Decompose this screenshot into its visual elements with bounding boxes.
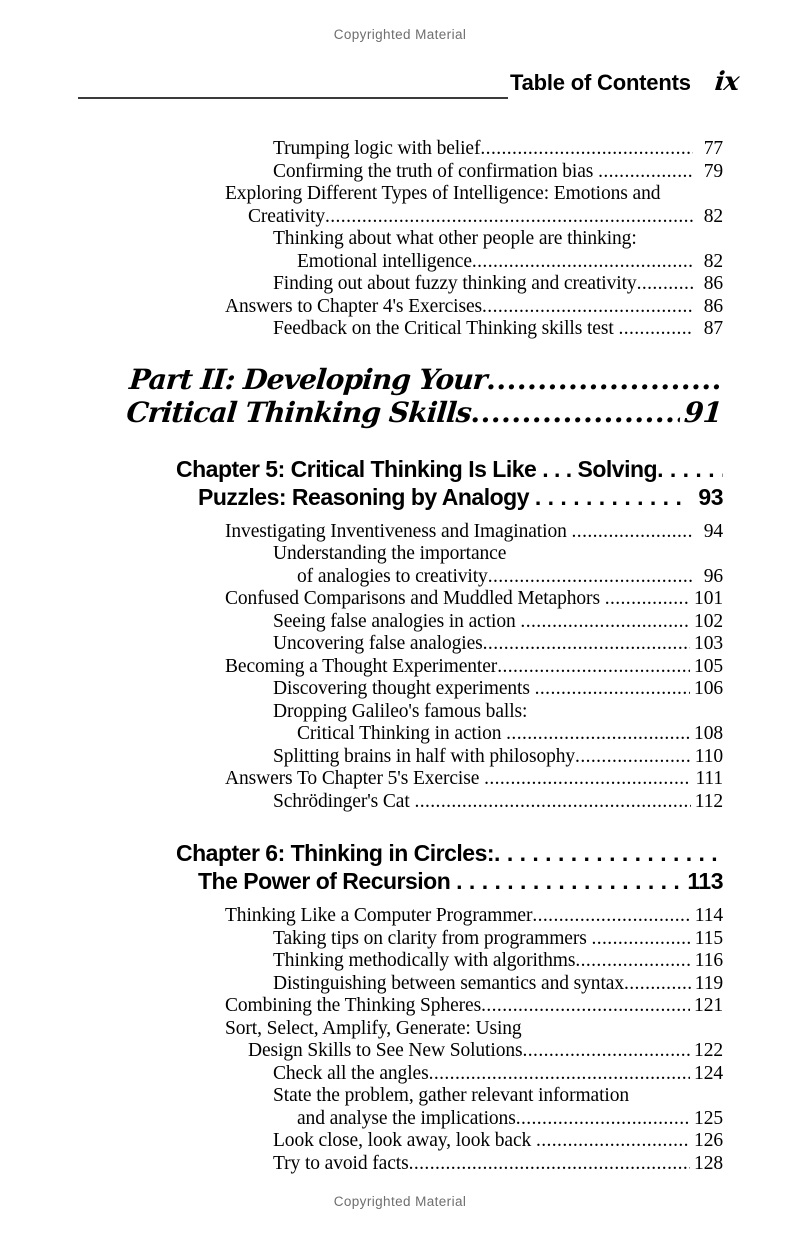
toc-entry-page: 128 [694,1152,723,1174]
leader-dots [618,318,693,341]
toc-entry-page: 96 [703,565,723,587]
table-of-contents [78,138,723,1175]
leader-dots [456,867,687,895]
toc-entry[interactable] [78,138,723,161]
leader-dots [532,905,690,928]
toc-entry[interactable] [78,206,723,229]
chapter-heading-chapter-5 [78,455,723,511]
leader-dots [484,768,691,791]
chapter-heading-line-1 [176,839,723,867]
toc-entry[interactable] [78,273,723,296]
leader-dots [591,928,690,951]
chapter-heading-line-1 [176,455,723,483]
leader-dots [485,363,726,396]
toc-entry[interactable] [78,228,723,251]
toc-entry-page: 114 [694,905,723,926]
leader-dots [598,161,693,184]
toc-entry[interactable] [78,905,723,928]
toc-entry-label: Exploring Different Types of Intelligence: Emotions and [225,183,661,204]
leader-dots [472,251,693,274]
page-folio-number: ix [713,67,740,97]
toc-entry-page: 126 [694,1130,723,1151]
chapter-heading-chapter-6 [78,839,723,895]
leader-dots [414,791,690,814]
leader-dots [575,950,690,973]
spacer [78,895,723,905]
toc-entry[interactable] [78,566,723,589]
leader-dots [409,1153,690,1176]
leader-dots [429,1063,690,1086]
toc-entry[interactable] [78,521,723,544]
toc-entry-label: of analogies to creativity [297,565,488,587]
toc-entry[interactable] [78,1063,723,1086]
toc-entry-label: Uncovering false analogies [273,633,483,654]
part-heading-label-1: Part II: Developing Your [128,362,489,396]
toc-entry-page: 121 [694,995,723,1016]
toc-entry-label: Thinking Like a Computer Programmer [225,905,533,926]
leader-dots [624,973,691,996]
copyright-notice-bottom: Copyrighted Material [333,1194,467,1209]
toc-entry[interactable] [78,1153,723,1176]
leader-dots [506,723,690,746]
leader-dots [482,296,693,319]
toc-entry-page: 110 [694,745,723,767]
toc-entry[interactable] [78,1108,723,1131]
part-heading-line-2 [125,396,723,429]
leader-dots [494,839,723,867]
toc-entry-label: Feedback on the Critical Thinking skills test [273,318,619,339]
chapter-heading-page: 113 [687,868,723,894]
toc-entry-page: 86 [703,273,723,294]
toc-entry[interactable] [78,543,723,566]
toc-entry-label: Confirming the truth of confirmation bias [273,160,599,182]
toc-entry[interactable] [78,588,723,611]
toc-section-chapter-5 [78,521,723,814]
toc-entry-label: Discovering thought experiments [273,678,535,699]
toc-entry[interactable] [78,950,723,973]
toc-entry-page: 111 [695,768,723,789]
toc-entry-label: Look close, look away, look back [273,1130,536,1151]
toc-entry-page: 77 [703,138,723,159]
leader-dots [497,656,690,679]
toc-entry[interactable] [78,296,723,319]
toc-entry-page: 82 [703,250,723,272]
toc-entry-label: Finding out about fuzzy thinking and creativity [273,273,637,294]
toc-entry[interactable] [78,678,723,701]
toc-entry-page: 87 [703,318,723,339]
leader-dots [488,566,693,589]
part-heading-page: 91 [682,395,723,429]
toc-entry-label: Critical Thinking in action [297,723,507,744]
toc-entry-page: 119 [694,972,723,994]
leader-dots [536,1130,690,1153]
chapter-heading-line-2 [176,483,723,511]
toc-entry-label: Trumping logic with belief [273,138,481,159]
toc-entry-label: Check all the angles [273,1062,429,1084]
toc-entry-label: Thinking about what other people are thinking: [273,228,637,249]
chapter-heading-label-2: The Power of Recursion [198,868,457,894]
leader-dots [637,273,693,296]
chapter-heading-line-2 [176,867,723,895]
toc-entry-label: Splitting brains in half with philosophy [273,745,576,767]
toc-entry-page: 108 [694,723,723,744]
toc-entry-label: Taking tips on clarity from programmers [273,927,592,949]
toc-entry-label: Seeing false analogies in action [273,610,521,632]
toc-entry-page: 112 [694,790,723,812]
toc-entry-page: 103 [694,633,723,654]
toc-entry[interactable] [78,768,723,791]
chapter-heading-label-1: Chapter 6: Thinking in Circles: [176,840,495,866]
leader-dots [605,588,690,611]
leader-dots [325,206,693,229]
toc-entry[interactable] [78,1018,723,1041]
toc-entry[interactable] [78,1040,723,1063]
toc-section-chapter-6 [78,905,723,1175]
toc-entry-page: 86 [703,295,723,317]
toc-entry[interactable] [78,1085,723,1108]
leader-dots [480,138,693,161]
toc-entry-page: 82 [703,205,723,227]
leader-dots [470,396,682,429]
toc-entry-label: State the problem, gather relevant information [273,1085,630,1106]
leader-dots [575,746,691,769]
toc-entry-label: Creativity [248,205,325,227]
leader-dots [657,455,723,483]
toc-entry-page: 105 [694,655,723,677]
toc-entry-label: Understanding the importance [273,543,507,564]
leader-dots [572,521,693,544]
chapter-heading-page: 93 [698,483,723,510]
toc-entry-page: 102 [694,610,723,632]
toc-entry[interactable] [78,318,723,341]
part-heading-part-2 [75,363,726,429]
copyright-notice-top: Copyrighted Material [333,27,467,42]
page-header [78,67,740,110]
toc-entry[interactable] [78,611,723,634]
header-rule [78,97,508,99]
toc-entry-label: and analyse the implications [297,1107,516,1129]
toc-entry-page: 116 [694,950,723,971]
toc-entry-page: 101 [694,588,723,609]
toc-entry-label: Investigating Inventiveness and Imagination [225,520,572,542]
toc-entry-page: 79 [703,160,723,182]
toc-entry-label: Becoming a Thought Experimenter [225,655,498,677]
toc-entry-page: 115 [694,927,723,949]
leader-dots [535,483,687,511]
leader-dots [520,611,690,634]
toc-entry[interactable] [78,656,723,679]
toc-entry[interactable] [78,746,723,769]
toc-entry-label: Dropping Galileo's famous balls: [273,700,528,722]
toc-entry-label: Answers to Chapter 4's Exercises [225,295,483,317]
leader-dots [516,1108,690,1131]
part-heading-line-1 [128,363,726,396]
part-heading-label-2: Critical Thinking Skills [125,395,473,429]
toc-entry[interactable] [78,183,723,206]
toc-entry-label: Combining the Thinking Spheres [225,995,482,1016]
toc-entry-label: Try to avoid facts [273,1152,409,1174]
toc-entry[interactable] [78,1130,723,1153]
leader-dots [481,995,690,1018]
chapter-heading-label-1: Chapter 5: Critical Thinking Is Like . . . Solving [176,455,658,482]
toc-entry-label: Confused Comparisons and Muddled Metaphors [225,588,605,609]
toc-entry[interactable] [78,973,723,996]
chapter-heading-label-2: Puzzles: Reasoning by Analogy [198,483,535,510]
toc-entry-page: 125 [694,1107,723,1129]
leader-dots [523,1040,691,1063]
toc-entry-page: 106 [694,678,723,699]
toc-entry[interactable] [78,251,723,274]
toc-entry[interactable] [78,723,723,746]
toc-section-leading [78,138,723,341]
toc-entry-label: Schrödinger's Cat [273,790,415,812]
page-title: Table of Contents [510,70,691,95]
toc-entry-label: Distinguishing between semantics and syntax [273,972,624,994]
toc-entry-page: 124 [694,1062,723,1084]
toc-entry-label: Design Skills to See New Solutions [248,1040,523,1061]
toc-entry-page: 94 [703,520,723,542]
toc-entry[interactable] [78,928,723,951]
toc-entry[interactable] [78,701,723,724]
spacer [78,511,723,521]
toc-entry[interactable] [78,995,723,1018]
leader-dots [535,678,690,701]
toc-entry[interactable] [78,633,723,656]
toc-entry-label: Emotional intelligence [297,250,472,272]
toc-entry[interactable] [78,791,723,814]
toc-entry-label: Sort, Select, Amplify, Generate: Using [225,1017,522,1039]
leader-dots [483,633,690,656]
toc-entry-page: 122 [694,1040,723,1061]
toc-entry-label: Answers To Chapter 5's Exercise [225,768,485,789]
toc-entry[interactable] [78,161,723,184]
toc-entry-label: Thinking methodically with algorithms [273,950,576,971]
